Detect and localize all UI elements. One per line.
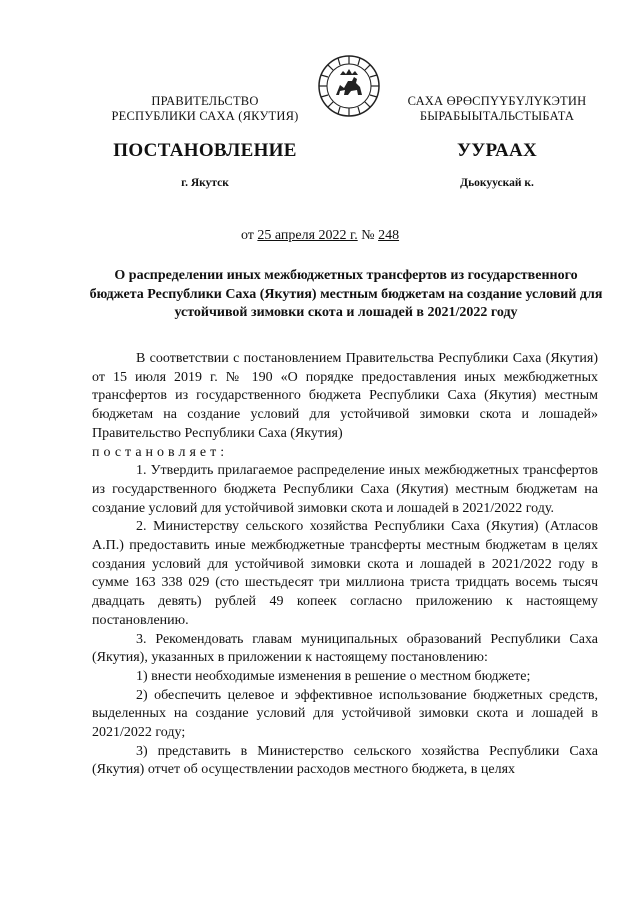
header-right-line1: САХА ӨРӨСПҮҮБҮЛҮКЭТИН	[407, 94, 587, 108]
doc-type-yakut: УУРААХ	[456, 140, 538, 161]
resolves-word: постановляет:	[92, 444, 229, 460]
date-prefix: от	[240, 228, 258, 243]
paragraph-1: 1. Утвердить прилагаемое распределение иных межбюджетных трансфертов из государственного бюджета Республики Саха (Якутия) местным бюджетам на создание условий для устойчивой зимовки скота и лошадей в 2021/2022 году.	[92, 463, 598, 516]
header-left	[100, 94, 310, 124]
paragraph-3-item-1: 1) внести необходимые изменения в решение о местном бюджете;	[136, 668, 531, 684]
resolution-number: 248	[378, 228, 400, 243]
header-left-line2: РЕСПУБЛИКИ САХА (ЯКУТИЯ)	[111, 109, 299, 123]
date-number-line	[0, 228, 640, 244]
resolution-date: 25 апреля 2022 г.	[257, 228, 358, 243]
intro-paragraph	[92, 350, 598, 462]
paragraph-2: 2. Министерству сельского хозяйства Республики Саха (Якутия) (Атласов А.П.) предоставить иные межбюджетные трансферты местным бюджетам в целях создания условий для устойчивой зимовки скота и лошадей в 2021/2022 году в сумме 163 338 029 (сто шестьдесят три миллиона триста тридцать восемь тысяч двадцать девять) рублей 49 копеек согласно приложению к настоящему постановлению.	[92, 519, 598, 628]
header-right	[392, 94, 602, 124]
city-yakut: Дьокуускай к.	[460, 177, 534, 189]
sakha-coat-of-arms-icon	[318, 55, 380, 117]
city-russian: г. Якутск	[181, 177, 229, 189]
header-right-line2: БЫРАБЫЫТАЛЬСТЫБАТА	[419, 109, 575, 123]
document-title: О распределении иных межбюджетных трансфертов из государственного бюджета Республики Саха (Якутия) местным бюджетам на создание условий для устойчивой зимовки скота и лошадей в 2021/2022 году	[89, 268, 603, 320]
document-body	[92, 350, 598, 780]
intro-text: В соответствии с постановлением Правительства Республики Саха (Якутия) от 15 июля 2019 г. № 190 «О порядке предоставления иных межбюджетных трансфертов из государственного бюджета Республики Саха (Якутия) местным бюджетам на создание условий для устойчивой зимовки скота и лошадей» Правительство Республики Саха (Якутия)	[92, 351, 598, 441]
number-prefix: №	[357, 228, 379, 243]
doc-type-russian: ПОСТАНОВЛЕНИЕ	[113, 140, 297, 161]
header-left-line1: ПРАВИТЕЛЬСТВО	[151, 94, 259, 108]
paragraph-3: 3. Рекомендовать главам муниципальных образований Республики Саха (Якутия), указанных в приложении к настоящему постановлению:	[92, 631, 598, 666]
paragraph-3-item-2: 2) обеспечить целевое и эффективное использование бюджетных средств, выделенных на создание условий для устойчивой зимовки скота и лошадей в 2021/2022 году;	[92, 687, 598, 741]
paragraph-3-item-3: 3) представить в Министерство сельского хозяйства Республики Саха (Якутия) отчет об осуществлении расходов местного бюджета, в целях	[92, 743, 598, 778]
